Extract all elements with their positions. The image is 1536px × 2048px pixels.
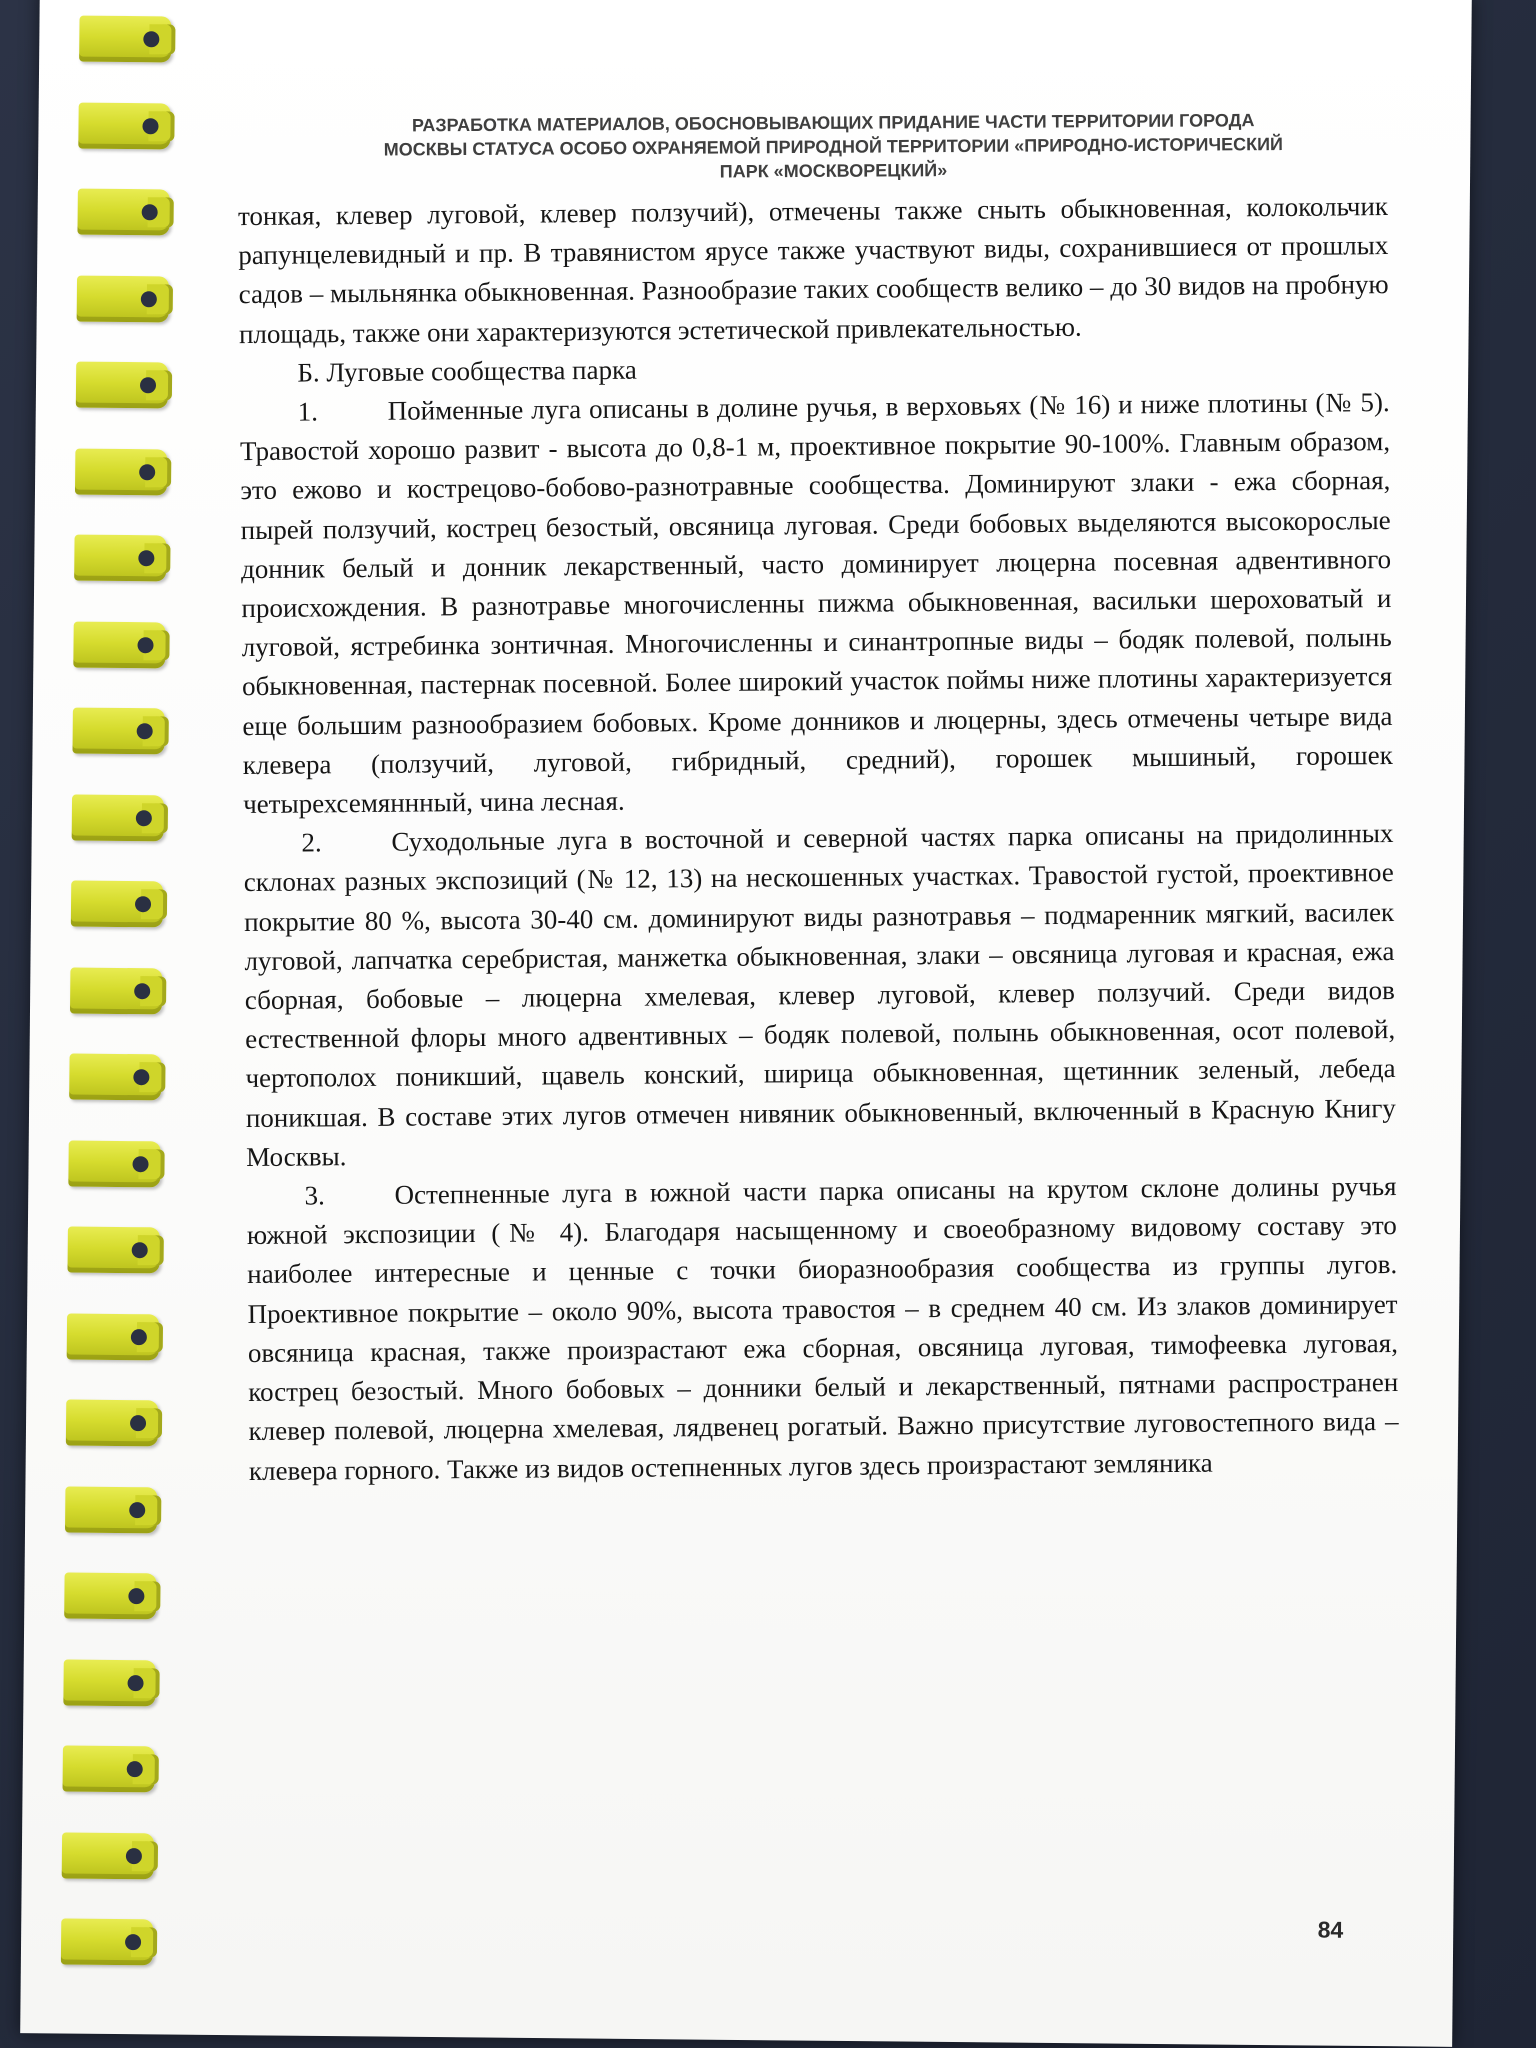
punch-hole (131, 1329, 147, 1345)
punch-hole (126, 1848, 142, 1864)
punch-hole (125, 1934, 141, 1950)
list-item-number: 1. (297, 396, 319, 427)
punch-hole (141, 291, 157, 307)
punch-hole (127, 1675, 143, 1691)
spiral-binding (20, 0, 170, 2034)
punch-hole (134, 983, 150, 999)
punch-hole (132, 1242, 148, 1258)
header-line-1: РАЗРАБОТКА МАТЕРИАЛОВ, ОБОСНОВЫВАЮЩИХ ПРИДАНИЕ ЧАСТИ ТЕРРИТОРИИ ГОРОДА (411, 110, 1255, 136)
page-body (238, 187, 1399, 1491)
list-item-text: Суходольные луга в восточной и северной частях парка описаны на придолинных склонах разных экспозиций (№ 12, 13) на нескошенных участках. Травостой густой, проективное покрытие 80 %, высота 30-40 см. доминируют виды разнотравья – подмаренник мягкий, василек луговой, лапчатка серебристая, манжетка обыкновенная, злаки – овсяница луговая и красная, ежа сборная, бобовые – люцерна хмелевая, клевер луговой, клевер ползучий. Среди видов естественной флоры много адвентивных – бодяк полевой, полынь обыкновенная, осот полевой, чертополох поникший, щавель конский, ширица обыкновенная, щетинник зеленый, лебеда поникшая. В составе этих лугов отмечен нивяник обыкновенный, включенный в Красную Книгу Москвы. (243, 818, 1396, 1172)
page-number: 84 (1317, 1916, 1344, 1943)
document-page (20, 0, 1472, 2047)
punch-hole (133, 1069, 149, 1085)
header-line-2: МОСКВЫ СТАТУСА ОСОБО ОХРАНЯЕМОЙ ПРИРОДНОЙ ТЕРРИТОРИИ «ПРИРОДНО-ИСТОРИЧЕСКИЙ (383, 134, 1284, 160)
list-item-text: Пойменные луга описаны в долине ручья, в верховьях (№ 16) и ниже плотины (№ 5). Травостой хорошо развит - высота до 0,8-1 м, проективное покрытие 90-100%. Главным образом, это ежово и кострецово-бобово-разнотравные сообщества. Доминируют злаки - ежа сборная, пырей ползучий, кострец безостый, овсяница луговая. Среди бобовых выделяются высокорослые донник белый и донник лекарственный, часто доминирует люцерна посевная адвентивного происхождения. В разнотравье многочисленны пижма обыкновенная, васильки шероховатый и луговой, ястребинка зонтичная. Многочисленны и синантропные виды – бодяк полевой, полынь обыкновенная, пастернак посевной. Более широкий участок поймы ниже плотины характеризуется еще большим разнообразием бобовых. Кроме донников и люцерны, здесь отмечены четыре вида клевера (ползучий, луговой, гибридный, средний), горошек мышиный, горошек четырехсемяннный, чина лесная. (239, 387, 1393, 820)
punch-hole (135, 896, 151, 912)
section-heading: Б. Луговые сообщества парка (297, 354, 637, 388)
list-item-text: Остепненные луга в южной части парка описаны на крутом склоне долины ручья южной экспозиции (№ 4). Благодаря насыщенному и своеобразному видовому составу это наиболее интересные и ценные с точки биоразнообразия сообщества из группы лугов. Проективное покрытие – около 90%, высота травостоя – в среднем 40 см. Из злаков доминирует овсяница красная, также произрастают ежа сборная, овсяница луговая, тимофеевка луговая, кострец безостый. Много бобовых – донники белый и лекарственный, пятнами распространен клевер полевой, люцерна хмелевая, лядвенец рогатый. Важно присутствие луговостепного вида – клевера горного. Также из видов остепненных лугов здесь произрастают земляника (246, 1171, 1399, 1486)
punch-hole (130, 1415, 146, 1431)
punch-hole (138, 550, 154, 566)
punch-hole (137, 723, 153, 739)
list-item-number: 3. (304, 1180, 325, 1211)
page-header (288, 107, 1378, 186)
punch-hole (132, 1156, 148, 1172)
punch-hole (128, 1588, 144, 1604)
header-line-3: ПАРК «МОСКВОРЕЦКИЙ» (719, 160, 948, 182)
intro-paragraph: тонкая, клевер луговой, клевер ползучий), отмечены также сныть обыкновенная, колокольчик рапунцелевидный и пр. В травянистом ярусе также участвуют виды, сохранившиеся от прошлых садов – мыльнянка обыкновенная. Разнообразие таких сообществ велико – до 30 видов на пробную площадь, также они характеризуются эстетической привлекательностью. (237, 191, 1389, 349)
punch-hole (139, 464, 155, 480)
punch-hole (142, 118, 158, 134)
punch-hole (136, 810, 152, 826)
list-item-number: 2. (301, 827, 322, 858)
list-item (243, 814, 1396, 1177)
list-item (246, 1167, 1399, 1491)
punch-hole (140, 377, 156, 393)
punch-hole (143, 31, 159, 47)
punch-hole (127, 1761, 143, 1777)
list-item (240, 383, 1394, 824)
punch-hole (129, 1502, 145, 1518)
punch-hole (142, 204, 158, 220)
punch-hole (137, 637, 153, 653)
